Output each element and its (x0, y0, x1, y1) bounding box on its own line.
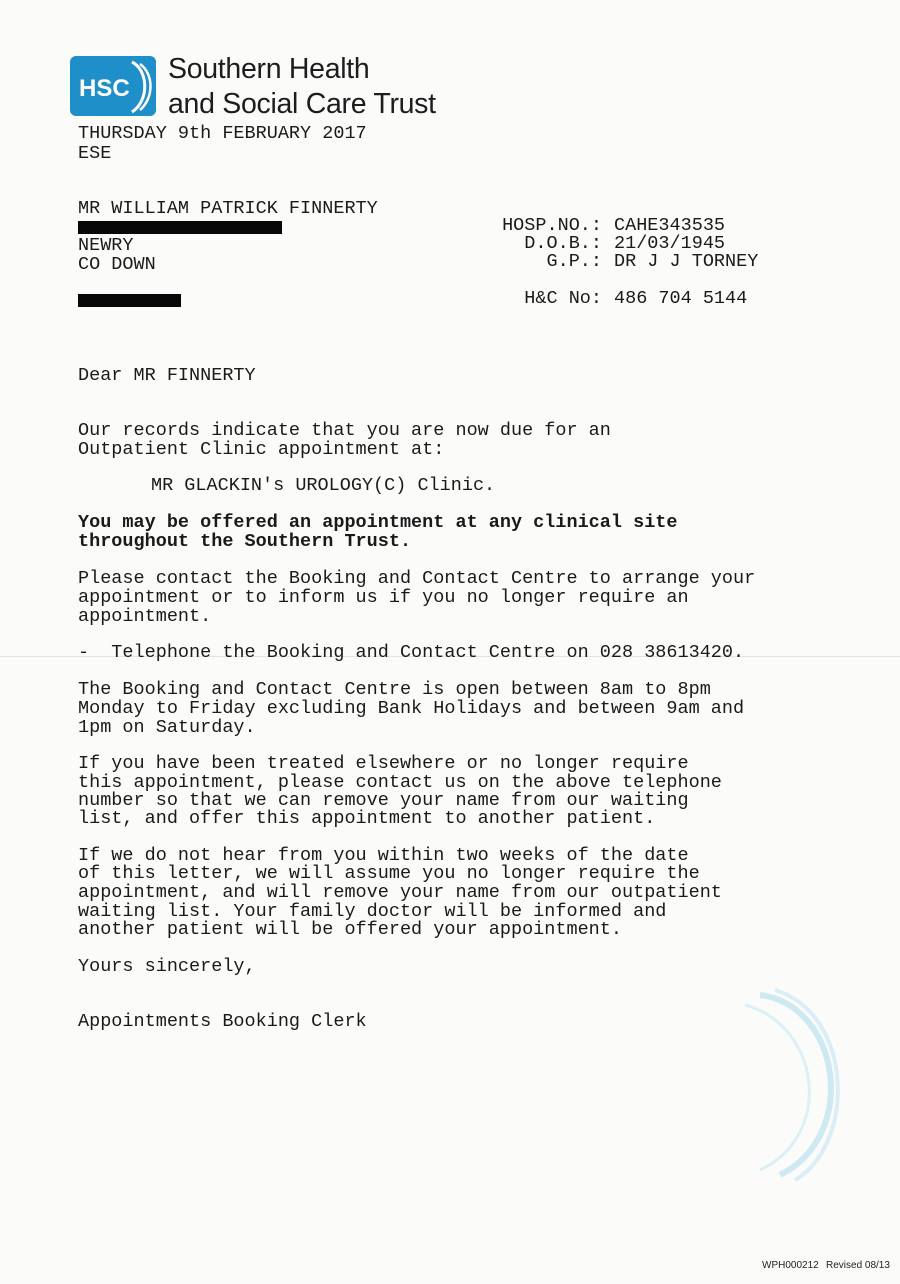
clinic-name: MR GLACKIN's UROLOGY(C) Clinic. (151, 475, 496, 496)
dob-label: D.O.B.: (524, 233, 602, 254)
telephone-line: - Telephone the Booking and Contact Centre on 028 38613420. (78, 642, 745, 663)
para5-line2: of this letter, we will assume you no longer require the (78, 863, 700, 884)
redacted-postcode (78, 294, 181, 307)
para5-line3: appointment, and will remove your name from our outpatient (78, 882, 722, 903)
hosp-no-label: HOSP.NO.: (502, 215, 602, 236)
para2-line2: appointment or to inform us if you no longer require an (78, 587, 689, 608)
gp-label: G.P.: (546, 251, 602, 272)
notice-line2: throughout the Southern Trust. (78, 531, 412, 552)
hc-no-label: H&C No: (524, 288, 602, 309)
para4-line4: list, and offer this appointment to another patient. (78, 808, 656, 829)
notice-line1: You may be offered an appointment at any clinical site (78, 512, 678, 533)
organisation-name (168, 52, 436, 122)
signatory: Appointments Booking Clerk (78, 1011, 367, 1032)
para5-line5: another patient will be offered your appointment. (78, 919, 622, 940)
para1-line1: Our records indicate that you are now due for an (78, 420, 611, 441)
para4-line2: this appointment, please contact us on the above telephone (78, 772, 722, 793)
recipient-name: MR WILLIAM PATRICK FINNERTY (78, 198, 378, 219)
revision-note: Revised 08/13 (826, 1260, 890, 1271)
para5-line4: waiting list. Your family doctor will be informed and (78, 901, 667, 922)
org-line-2: and Social Care Trust (168, 88, 436, 120)
para2-line1: Please contact the Booking and Contact Centre to arrange your (78, 568, 756, 589)
para3-line1: The Booking and Contact Centre is open between 8am to 8pm (78, 679, 711, 700)
recipient-county: CO DOWN (78, 254, 156, 275)
para4-line3: number so that we can remove your name from our waiting (78, 790, 689, 811)
salutation: Dear MR FINNERTY (78, 365, 256, 386)
letter-date: THURSDAY 9th FEBRUARY 2017 (78, 123, 367, 144)
para5-line1: If we do not hear from you within two weeks of the date (78, 845, 689, 866)
watermark-icon (720, 985, 860, 1185)
para3-line3: 1pm on Saturday. (78, 717, 256, 738)
hc-no-value: 486 704 5144 (614, 288, 748, 309)
recipient-town: NEWRY (78, 235, 134, 256)
form-code: WPH000212 (762, 1260, 819, 1271)
para2-line3: appointment. (78, 606, 212, 627)
para4-line1: If you have been treated elsewhere or no longer require (78, 753, 689, 774)
org-line-1: Southern Health (168, 53, 370, 85)
hosp-no-value: CAHE343535 (614, 215, 726, 236)
para1-line2: Outpatient Clinic appointment at: (78, 439, 445, 460)
closing: Yours sincerely, (78, 956, 256, 977)
letter-reference: ESE (78, 143, 112, 164)
logo-text: HSC (79, 75, 130, 102)
dob-value: 21/03/1945 (614, 233, 726, 254)
redacted-address-line (78, 221, 282, 234)
para3-line2: Monday to Friday excluding Bank Holidays and between 9am and (78, 698, 745, 719)
gp-value: DR J J TORNEY (614, 251, 759, 272)
hsc-logo-icon (70, 56, 156, 116)
